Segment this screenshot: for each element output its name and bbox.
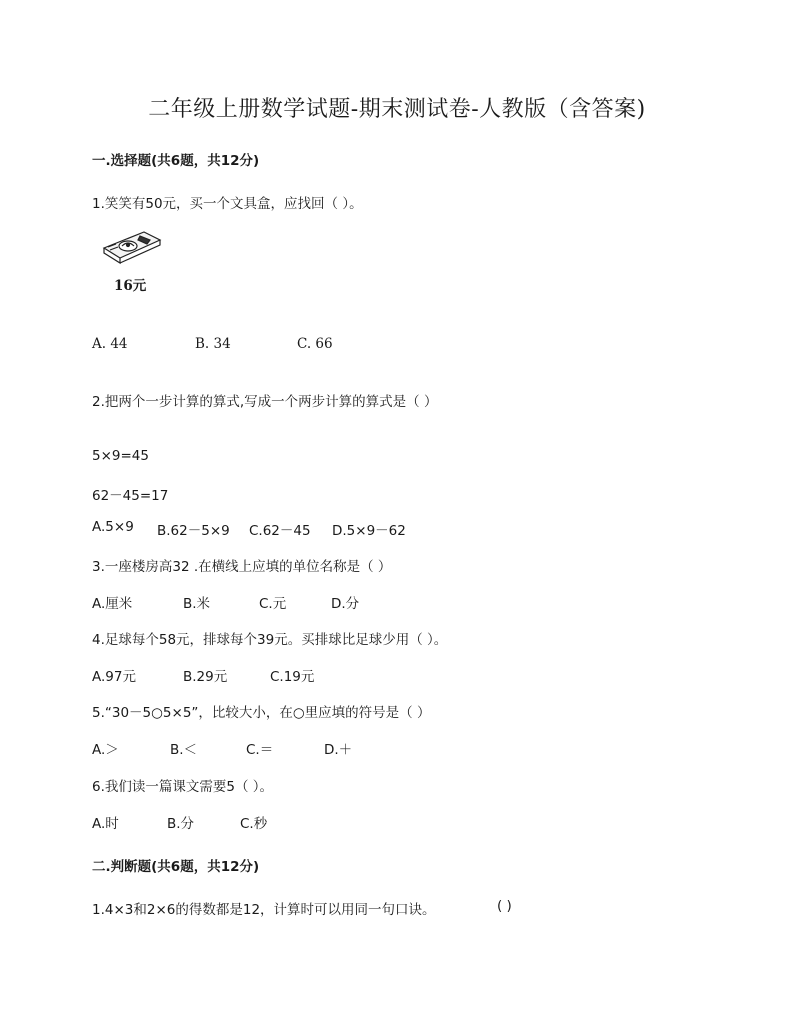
q1-option-b: B. 34	[195, 336, 231, 352]
q2-equation-1: 5×9=45	[92, 448, 149, 464]
q6-option-a: A.时	[92, 816, 119, 832]
judgement-1-blank: ( )	[497, 898, 512, 914]
q3-option-d: D.分	[331, 596, 360, 612]
page-title: 二年级上册数学试题-期末测试卷-人教版（含答案)	[148, 97, 646, 122]
question-6-text: 6.我们读一篇课文需要5（ ）。	[92, 779, 274, 795]
question-1-text: 1.笑笑有50元，买一个文具盒，应找回（ ）。	[92, 196, 363, 212]
q1-option-c: C. 66	[297, 336, 333, 352]
q2-option-c: C.62－45	[249, 523, 311, 539]
q2-option-a: A.5×9	[92, 519, 134, 535]
q2-option-b: B.62－5×9	[157, 523, 230, 539]
pencil-case-icon	[100, 226, 164, 266]
section-heading-choice: 一.选择题(共6题，共12分)	[92, 153, 260, 169]
q5-option-a: A.＞	[92, 742, 119, 758]
q5-option-c: C.＝	[246, 742, 274, 758]
q2-equation-2: 62－45=17	[92, 488, 169, 504]
section-heading-judgement: 二.判断题(共6题，共12分)	[92, 859, 260, 875]
q4-option-a: A.97元	[92, 669, 136, 685]
pencil-case-price: 16元	[114, 278, 147, 294]
q4-option-c: C.19元	[270, 669, 315, 685]
q6-option-b: B.分	[167, 816, 195, 832]
question-5-text: 5.“30－5○5×5”，比较大小，在○里应填的符号是（ ）	[92, 705, 431, 721]
q5-option-b: B.＜	[170, 742, 198, 758]
question-4-text: 4.足球每个58元，排球每个39元。买排球比足球少用（ ）。	[92, 632, 448, 648]
q2-option-d: D.5×9－62	[332, 523, 406, 539]
q6-option-c: C.秒	[240, 816, 268, 832]
q3-option-b: B.米	[183, 596, 211, 612]
q1-option-a: A. 44	[92, 336, 128, 352]
q3-option-c: C.元	[259, 596, 287, 612]
question-3-text: 3.一座楼房高32 .在横线上应填的单位名称是（ ）	[92, 559, 392, 575]
judgement-1-text: 1.4×3和2×6的得数都是12，计算时可以用同一句口诀。	[92, 902, 436, 918]
question-2-text: 2.把两个一步计算的算式,写成一个两步计算的算式是（ ）	[92, 394, 438, 410]
q5-option-d: D.＋	[324, 742, 353, 758]
q4-option-b: B.29元	[183, 669, 228, 685]
q3-option-a: A.厘米	[92, 596, 133, 612]
